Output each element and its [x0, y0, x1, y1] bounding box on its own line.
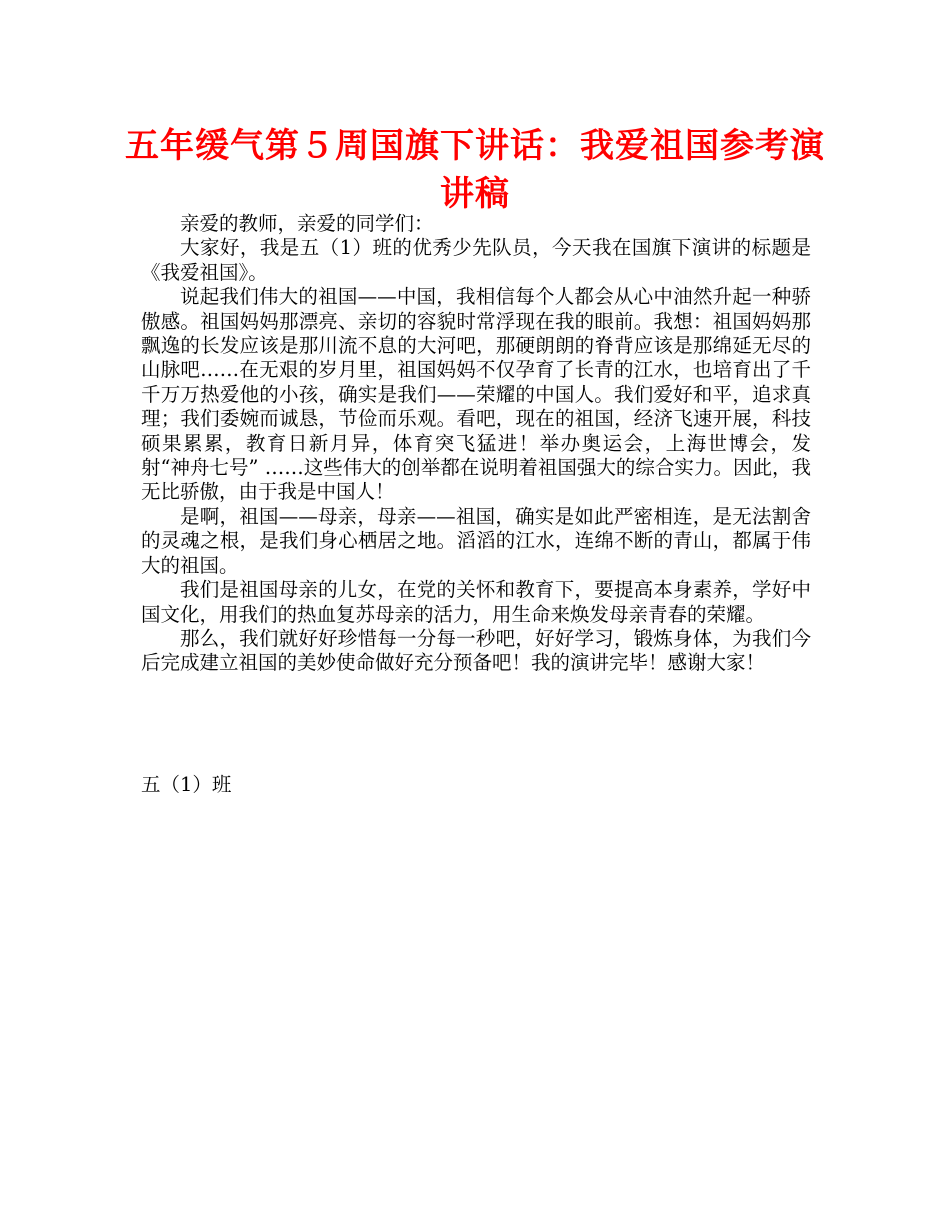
body-paragraph: 那么，我们就好好珍惜每一分每一秒吧，好好学习，锻炼身体，为我们今后完成建立祖国的美妙使命做好充分预备吧！我的演讲完毕！感谢大家！: [141, 626, 811, 675]
document-title: 五年缓气第５周国旗下讲话：我爱祖国参考演讲稿: [125, 126, 825, 214]
body-paragraph: 是啊，祖国——母亲，母亲——祖国，确实是如此严密相连，是无法割舍的灵魂之根，是我们身心栖居之地。滔滔的江水，连绵不断的青山，都属于伟大的祖国。: [141, 504, 811, 577]
signature: 五（1）班: [141, 773, 232, 796]
greeting-paragraph: 亲爱的教师，亲爱的同学们：: [180, 212, 434, 235]
body-paragraph: 我们是祖国母亲的儿女，在党的关怀和教育下，要提高本身素养，学好中国文化，用我们的热血复苏母亲的活力，用生命来焕发母亲青春的荣耀。: [141, 578, 811, 626]
document-body: [141, 212, 811, 676]
body-paragraph: 大家好，我是五（1）班的优秀少先队员，今天我在国旗下演讲的标题是《我爱祖国》。: [141, 236, 811, 284]
body-paragraph: 说起我们伟大的祖国——中国，我相信每个人都会从心中油然升起一种骄傲感。祖国妈妈那漂亮、亲切的容貌时常浮现在我的眼前。我想：祖国妈妈那飘逸的长发应该是那川流不息的大河吧，那硬朗朗的脊背应该是那绵延无尽的山脉吧……在无艰的岁月里，祖国妈妈不仅孕育了长青的江水，也培育出了千千万万热爱他的小孩，确实是我们——荣耀的中国人。我们爱好和平，追求真理；我们委婉而诚恳，节俭而乐观。看吧，现在的祖国，经济飞速开展，科技硕果累累，教育日新月异，体育突飞猛进！举办奥运会，上海世博会，发射“神舟七号” ……这些伟大的创举都在说明着祖国强大的综合实力。因此，我无比骄傲，由于我是中国人！: [141, 285, 811, 504]
